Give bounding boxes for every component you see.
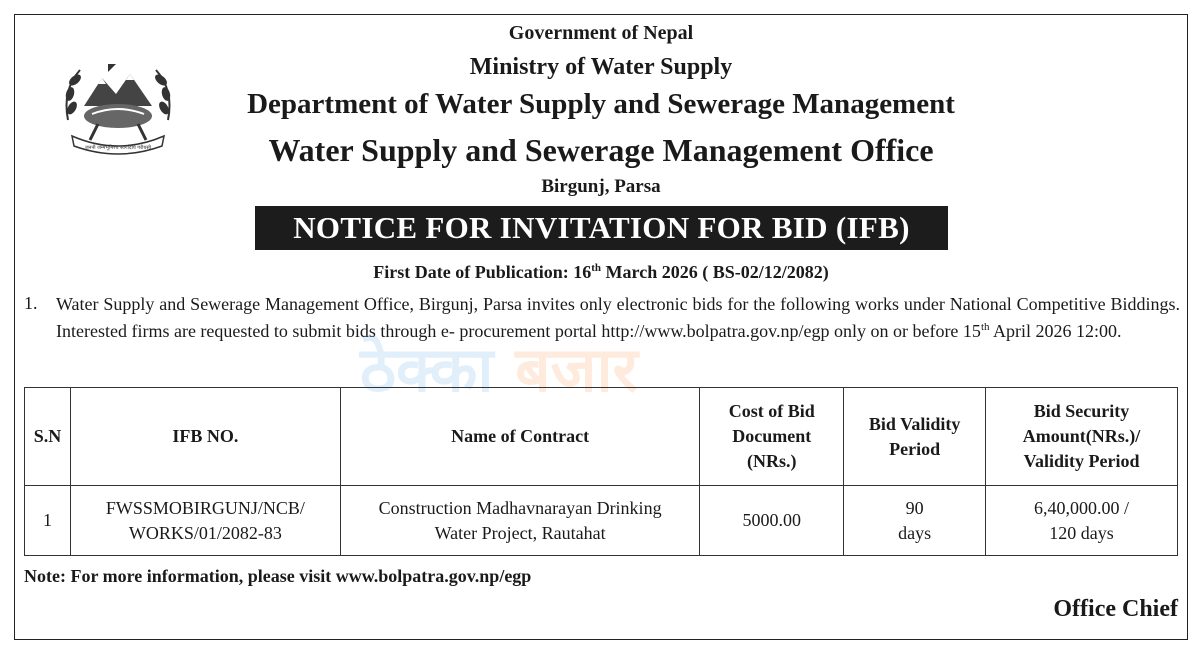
header-sn: S.N: [25, 388, 71, 486]
department-name: Department of Water Supply and Sewerage Management: [247, 88, 955, 120]
bid-table: [24, 387, 1178, 556]
office-location: Birgunj, Parsa: [541, 176, 661, 197]
cell-bid-doc-cost: 5000.00: [700, 486, 844, 556]
publication-date: First Date of Publication: 16th March 2026 ( BS-02/12/2082): [373, 262, 829, 282]
header-ifb-no: IFB NO.: [70, 388, 340, 486]
table-header-row: [25, 388, 1178, 486]
footer-note: Note: For more information, please visit www.bolpatra.gov.np/egp: [24, 566, 532, 586]
cell-sn: 1: [25, 486, 71, 556]
invitation-paragraph: Water Supply and Sewerage Management Office, Birgunj, Parsa invites only electronic bids for the following works under National Competitive Biddings. Interested firms are requested to submit bids through e- procurement portal http://www.bolpatra.gov.np/egp only on or before 15th April 2026 12:00.: [56, 294, 1180, 341]
notice-title-banner: NOTICE FOR INVITATION FOR BID (IFB): [255, 206, 948, 250]
table-row: [25, 486, 1178, 556]
cell-contract-name: Construction Madhavnarayan Drinking Water Project, Rautahat: [340, 486, 700, 556]
header-bid-security: Bid Security Amount(NRs.)/ Validity Period: [986, 388, 1178, 486]
office-name: Water Supply and Sewerage Management Office: [268, 132, 934, 168]
cell-bid-validity: 90 days: [844, 486, 986, 556]
emblem-motto: जननी जन्मभूमिश्च स्वर्गादपि गरीयसी: [84, 145, 152, 151]
cell-ifb-no: FWSSMOBIRGUNJ/NCB/ WORKS/01/2082-83: [70, 486, 340, 556]
header-bid-validity: Bid Validity Period: [844, 388, 986, 486]
watermark-logo: ठेक्का बजार: [360, 333, 638, 406]
paragraph-number: 1.: [24, 293, 38, 313]
government-name: Government of Nepal: [508, 22, 694, 44]
office-chief-signature: Office Chief: [1053, 596, 1178, 622]
header-bid-doc-cost: Cost of Bid Document (NRs.): [700, 388, 844, 486]
ministry-name: Ministry of Water Supply: [469, 54, 733, 80]
cell-bid-security: 6,40,000.00 / 120 days: [986, 486, 1178, 556]
header-contract-name: Name of Contract: [340, 388, 700, 486]
